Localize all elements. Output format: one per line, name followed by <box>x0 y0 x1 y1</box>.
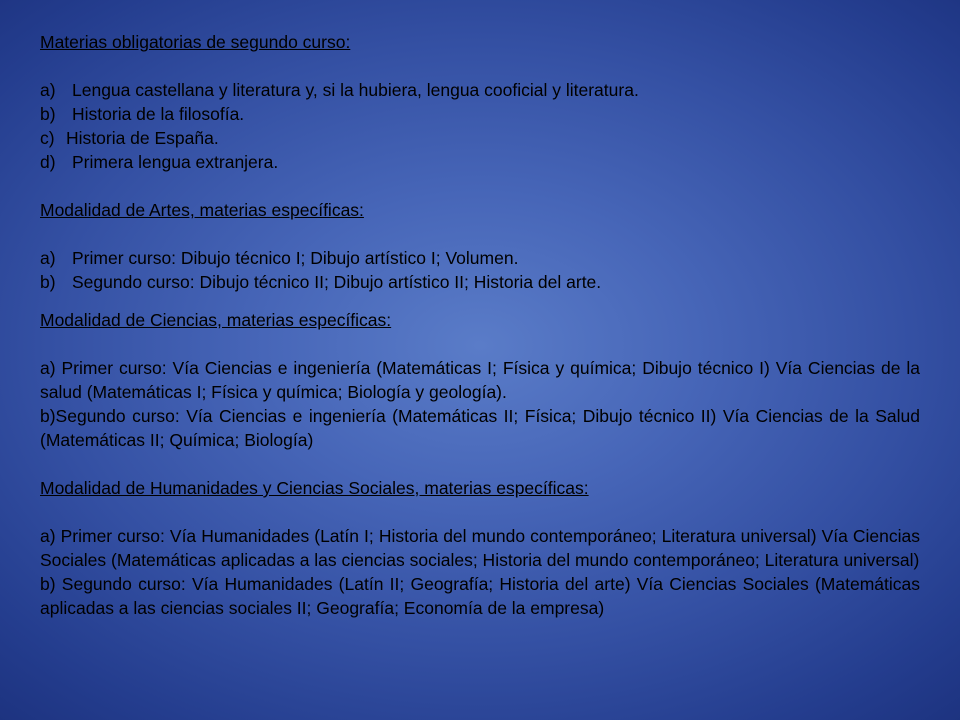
section-obligatorias <box>40 30 920 174</box>
section-humanidades <box>40 476 920 620</box>
section-ciencias <box>40 308 920 452</box>
list-marker: a) <box>40 80 56 100</box>
humanidades-segundo-curso: b) Segundo curso: Vía Humanidades (Latín II; Geografía; Historia del arte) Vía Ciencias Sociales (Matemáticas aplicadas a las ciencias sociales II; Geografía; Economía de la empresa) <box>40 574 920 618</box>
list-item <box>40 246 920 270</box>
list-marker: c) <box>40 128 55 148</box>
list-item <box>40 78 920 102</box>
section-heading: Modalidad de Artes, materias específicas: <box>40 200 364 220</box>
list-item <box>40 270 920 294</box>
ciencias-primer-curso: a) Primer curso: Vía Ciencias e ingeniería (Matemáticas I; Física y química; Dibujo técnico I) Vía Ciencias de la salud (Matemáticas I; Física y química; Biología y geología). <box>40 358 920 402</box>
list-item-text: Primera lengua extranjera. <box>72 152 279 172</box>
list-item-text: Primer curso: Dibujo técnico I; Dibujo artístico I; Volumen. <box>72 248 519 268</box>
list-item <box>40 126 920 150</box>
list-item <box>40 102 920 126</box>
section-heading: Materias obligatorias de segundo curso: <box>40 32 351 52</box>
list-marker: d) <box>40 152 56 172</box>
obligatorias-list <box>40 78 920 174</box>
section-heading: Modalidad de Humanidades y Ciencias Sociales, materias específicas: <box>40 478 589 498</box>
list-marker: b) <box>40 104 56 124</box>
artes-list <box>40 246 920 294</box>
list-item-text: Lengua castellana y literatura y, si la hubiera, lengua cooficial y literatura. <box>72 80 639 100</box>
list-marker: b) <box>40 272 56 292</box>
list-item <box>40 150 920 174</box>
list-item-text: Historia de España. <box>66 128 219 148</box>
list-item-text: Historia de la filosofía. <box>72 104 245 124</box>
ciencias-segundo-curso: b)Segundo curso: Vía Ciencias e ingeniería (Matemáticas II; Física; Dibujo técnico II) Vía Ciencias de la Salud (Matemáticas II; Química; Biología) <box>40 406 920 450</box>
humanidades-primer-curso: a) Primer curso: Vía Humanidades (Latín I; Historia del mundo contemporáneo; Literatura universal) Vía Ciencias Sociales (Matemáticas aplicadas a las ciencias sociales; Historia del mundo contemporáneo; Literatura universal) <box>40 526 920 570</box>
list-item-text: Segundo curso: Dibujo técnico II; Dibujo artístico II; Historia del arte. <box>72 272 602 292</box>
section-artes <box>40 198 920 294</box>
section-heading: Modalidad de Ciencias, materias específicas: <box>40 310 392 330</box>
slide-content <box>40 30 920 620</box>
list-marker: a) <box>40 248 56 268</box>
